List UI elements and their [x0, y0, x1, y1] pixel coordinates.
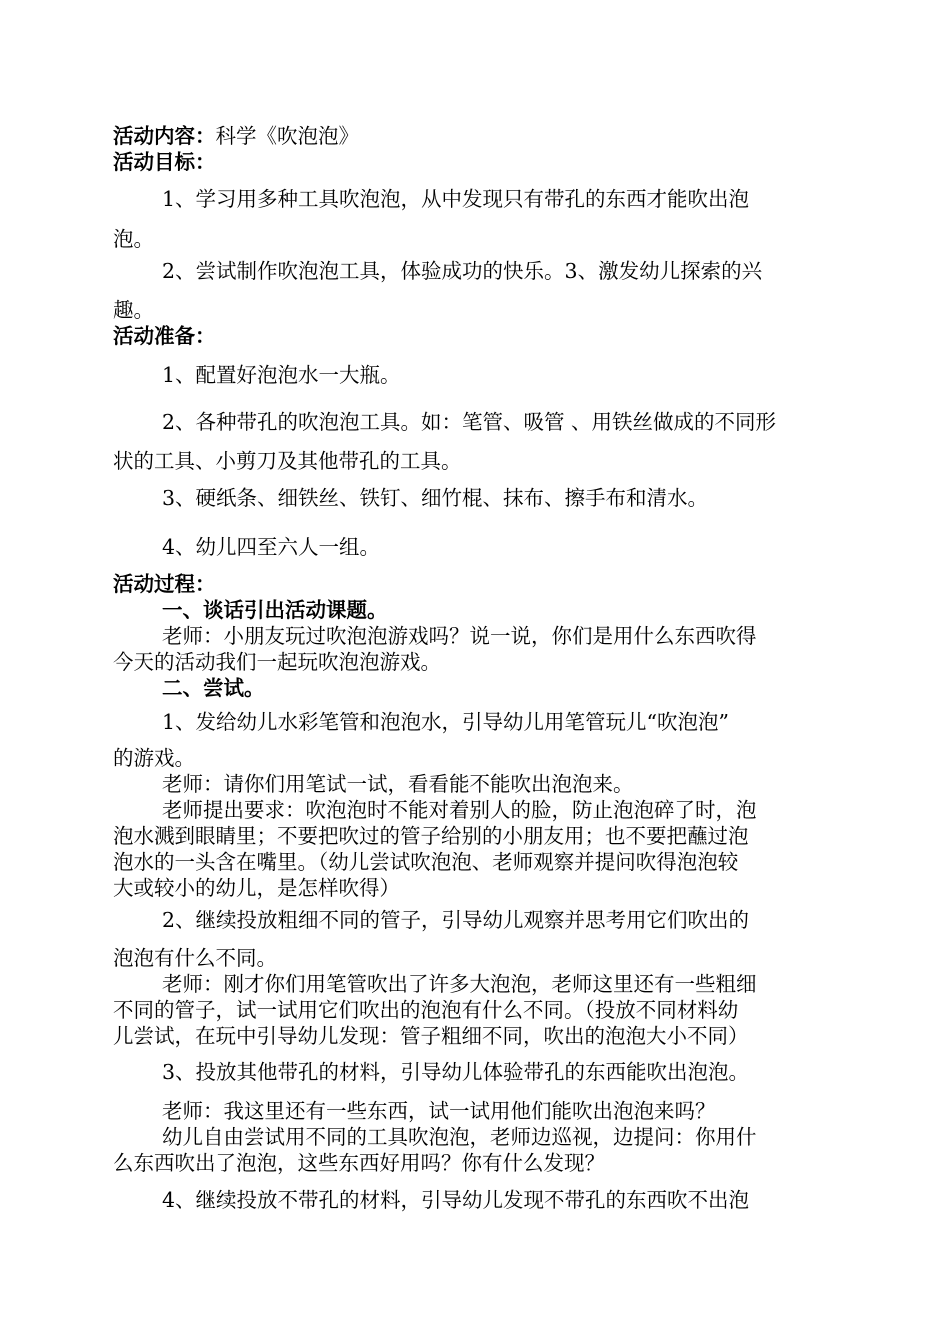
prep-item-4: 4、幼儿四至六人一组。	[162, 535, 381, 559]
goal-1-line-1: 1、学习用多种工具吹泡泡，从中发现只有带孔的东西才能吹出泡	[162, 187, 750, 211]
step-1-para-line-1: 老师：小朋友玩过吹泡泡游戏吗？说一说，你们是用什么东西吹得	[162, 624, 757, 648]
goal-1-line-2: 泡。	[113, 227, 154, 251]
goals-heading: 活动目标：	[113, 150, 216, 174]
prep-item-3: 3、硬纸条、细铁丝、铁钉、细竹棍、抹布、擦手布和清水。	[162, 486, 709, 510]
prep-item-2-line-2: 状的工具、小剪刀及其他带孔的工具。	[113, 449, 462, 473]
step-1-para-line-2: 今天的活动我们一起玩吹泡泡游戏。	[113, 650, 441, 674]
step-2-item-3-line-1: 3、投放其他带孔的材料，引导幼儿体验带孔的东西能吹出泡泡。	[162, 1060, 750, 1084]
step-2-item-3-children-line-1: 幼儿自由尝试用不同的工具吹泡泡，老师边巡视，边提问：你用什	[162, 1125, 757, 1149]
prep-item-1: 1、配置好泡泡水一大瓶。	[162, 363, 401, 387]
step-2-item-1-req-line-2: 泡水溅到眼睛里；不要把吹过的管子给别的小朋友用；也不要把蘸过泡	[113, 824, 749, 848]
prep-item-2-line-1: 2、各种带孔的吹泡泡工具。如：笔管、吸管 、用铁丝做成的不同形	[162, 410, 777, 434]
step-2-item-2-line-1: 2、继续投放粗细不同的管子，引导幼儿观察并思考用它们吹出的	[162, 908, 750, 932]
step-2-item-2-teacher-line-2: 不同的管子，试一试用它们吹出的泡泡有什么不同。（投放不同材料幼	[113, 998, 739, 1022]
step-2-item-4-line-1: 4、继续投放不带孔的材料，引导幼儿发现不带孔的东西吹不出泡	[162, 1188, 750, 1212]
step-2-item-1-req-line-3: 泡水的一头含在嘴里。（幼儿尝试吹泡泡、老师观察并提问吹得泡泡较	[113, 850, 739, 874]
prep-heading: 活动准备：	[113, 324, 216, 348]
goal-2-line-2: 趣。	[113, 298, 154, 322]
step-2-item-3-children-line-2: 么东西吹出了泡泡，这些东西好用吗？你有什么发现？	[113, 1151, 605, 1175]
step-2-item-2-teacher-line-3: 儿尝试，在玩中引导幼儿发现：管子粗细不同，吹出的泡泡大小不同）	[113, 1024, 749, 1048]
content-label: 活动内容：	[113, 124, 216, 148]
step-2-item-1-req-line-1: 老师提出要求：吹泡泡时不能对着别人的脸，防止泡泡碎了时，泡	[162, 798, 757, 822]
step-2-item-1-teacher: 老师：请你们用笔试一试，看看能不能吹出泡泡来。	[162, 772, 634, 796]
step-2-title: 二、尝试。	[162, 676, 265, 700]
step-2-item-1-line-1: 1、发给幼儿水彩笔管和泡泡水，引导幼儿用笔管玩儿“吹泡泡”	[162, 710, 730, 734]
goal-2-line-1: 2、尝试制作吹泡泡工具，体验成功的快乐。3、激发幼儿探索的兴	[162, 259, 763, 283]
step-2-item-1-line-2: 的游戏。	[113, 746, 195, 770]
step-2-item-2-line-2: 泡泡有什么不同。	[113, 946, 277, 970]
content-value: 科学《吹泡泡》	[215, 124, 359, 148]
step-2-item-1-req-line-4: 大或较小的幼儿，是怎样吹得）	[113, 876, 400, 900]
activity-content-line	[113, 123, 359, 149]
process-heading: 活动过程：	[113, 572, 216, 596]
step-2-item-2-teacher-line-1: 老师：刚才你们用笔管吹出了许多大泡泡，老师这里还有一些粗细	[162, 972, 757, 996]
step-1-title: 一、谈话引出活动课题。	[162, 598, 388, 622]
step-2-item-3-teacher: 老师：我这里还有一些东西，试一试用他们能吹出泡泡来吗？	[162, 1099, 716, 1123]
